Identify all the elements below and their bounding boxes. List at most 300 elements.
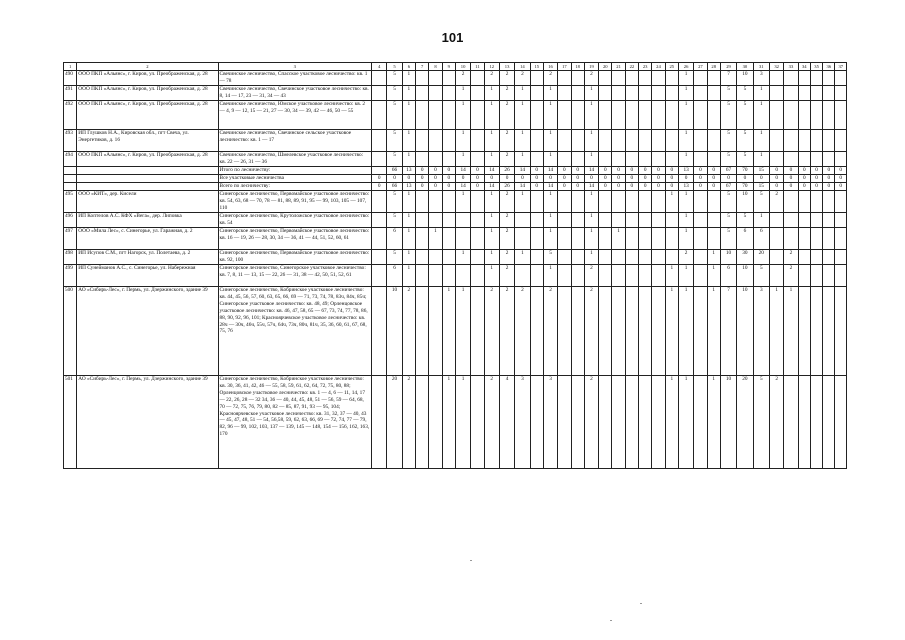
value-cell: [769, 152, 783, 167]
value-cell: [530, 265, 543, 287]
location-cell: Свечинское лесничество, Шмелевское участковое лесничество: кв. 22 — 26, 31 — 36: [218, 152, 372, 167]
value-cell: [515, 265, 530, 287]
value-cell: [571, 250, 584, 265]
value-cell: [694, 191, 707, 213]
location-cell: Синегорское лесничество, Синегорское участковое лесничество: кв. 7, 8, 11 — 13, 15 — 22, 26 — 31, 38 — 42, 50, 51, 52, 61: [218, 265, 372, 287]
column-number: 18: [571, 63, 584, 71]
column-number: 3: [218, 63, 372, 71]
location-cell: Синегорское лесничество, Крутоложское участковое лесничество: кв. 54: [218, 213, 372, 228]
value-cell: 1: [484, 228, 499, 250]
value-cell: [784, 86, 798, 101]
value-cell: 1: [678, 101, 693, 130]
column-number: 30: [737, 63, 753, 71]
value-cell: [823, 152, 835, 167]
value-cell: [558, 250, 571, 265]
value-cell: 0: [612, 167, 625, 175]
value-cell: [471, 376, 484, 469]
value-cell: [372, 265, 387, 287]
value-cell: 13: [402, 183, 415, 191]
value-cell: [612, 86, 625, 101]
value-cell: [639, 191, 652, 213]
value-cell: [784, 376, 798, 469]
value-cell: 1: [678, 152, 693, 167]
table-row: [64, 101, 847, 130]
value-cell: 5: [737, 152, 753, 167]
value-cell: [694, 376, 707, 469]
value-cell: 14: [515, 167, 530, 175]
value-cell: 0: [372, 175, 387, 183]
value-cell: 1: [678, 228, 693, 250]
value-cell: 5: [387, 213, 402, 228]
value-cell: 5: [720, 86, 736, 101]
value-cell: [429, 191, 442, 213]
value-cell: 0: [810, 183, 822, 191]
value-cell: [558, 265, 571, 287]
value-cell: 1: [515, 130, 530, 152]
value-cell: 1: [584, 86, 598, 101]
value-cell: 0: [584, 175, 598, 183]
value-cell: [835, 86, 847, 101]
value-cell: 1: [402, 250, 415, 265]
value-cell: [530, 376, 543, 469]
column-number: 21: [612, 63, 625, 71]
column-number: 24: [652, 63, 665, 71]
value-cell: [558, 101, 571, 130]
column-number-row: [64, 63, 847, 71]
value-cell: 1: [455, 101, 470, 130]
value-cell: [471, 191, 484, 213]
value-cell: [599, 213, 612, 228]
value-cell: 0: [798, 183, 810, 191]
value-cell: 15: [753, 183, 769, 191]
value-cell: 14: [515, 183, 530, 191]
value-cell: [429, 86, 442, 101]
value-cell: [571, 71, 584, 86]
value-cell: [599, 376, 612, 469]
value-cell: [416, 265, 429, 287]
value-cell: 26: [499, 183, 514, 191]
value-cell: [625, 101, 638, 130]
value-cell: [694, 86, 707, 101]
column-number: 34: [798, 63, 810, 71]
value-cell: 67: [720, 183, 736, 191]
value-cell: 5: [720, 130, 736, 152]
value-cell: [810, 86, 822, 101]
column-number: 5: [387, 63, 402, 71]
value-cell: [823, 376, 835, 469]
value-cell: 0: [471, 175, 484, 183]
value-cell: 1: [584, 250, 598, 265]
value-cell: [530, 101, 543, 130]
location-cell: Синегорское лесничество, Первомайское участковое лесничество: кв. 92, 100: [218, 250, 372, 265]
value-cell: [571, 213, 584, 228]
value-cell: [558, 71, 571, 86]
value-cell: [612, 130, 625, 152]
value-cell: [652, 130, 665, 152]
column-number: 23: [639, 63, 652, 71]
value-cell: 0: [625, 175, 638, 183]
value-cell: 5: [387, 86, 402, 101]
value-cell: 1: [455, 191, 470, 213]
value-cell: 5: [737, 213, 753, 228]
location-cell: Свечинское лесничество, Спасское участковое лесничество: кв. 1 — 78: [218, 71, 372, 86]
value-cell: 1: [543, 228, 557, 250]
value-cell: [652, 287, 665, 376]
column-number: 9: [442, 63, 455, 71]
value-cell: 1: [484, 130, 499, 152]
value-cell: [599, 265, 612, 287]
value-cell: 2: [484, 71, 499, 86]
value-cell: 1: [402, 213, 415, 228]
value-cell: 0: [823, 167, 835, 175]
value-cell: [784, 228, 798, 250]
value-cell: 1: [678, 287, 693, 376]
value-cell: 0: [558, 183, 571, 191]
value-cell: [471, 265, 484, 287]
value-cell: [707, 213, 720, 228]
value-cell: [823, 265, 835, 287]
value-cell: 67: [720, 167, 736, 175]
value-cell: 0: [530, 175, 543, 183]
value-cell: 0: [678, 175, 693, 183]
value-cell: 0: [416, 167, 429, 175]
value-cell: [835, 191, 847, 213]
value-cell: 2: [543, 287, 557, 376]
organization-cell: ООО «КИТ», дер. Кисели: [77, 191, 218, 213]
value-cell: [571, 228, 584, 250]
value-cell: 1: [402, 101, 415, 130]
total-label: Всего по лесничеству:: [218, 183, 372, 191]
value-cell: 1: [429, 228, 442, 250]
value-cell: [372, 191, 387, 213]
value-cell: [599, 86, 612, 101]
value-cell: 1: [784, 287, 798, 376]
value-cell: 1: [678, 191, 693, 213]
value-cell: 5: [753, 265, 769, 287]
value-cell: 2: [499, 191, 514, 213]
value-cell: [798, 376, 810, 469]
value-cell: [810, 101, 822, 130]
value-cell: 5: [543, 250, 557, 265]
value-cell: [707, 130, 720, 152]
value-cell: 0: [416, 183, 429, 191]
value-cell: [625, 191, 638, 213]
value-cell: [823, 250, 835, 265]
value-cell: [652, 228, 665, 250]
value-cell: [612, 191, 625, 213]
value-cell: 0: [442, 175, 455, 183]
column-number: 31: [753, 63, 769, 71]
value-cell: 0: [665, 175, 678, 183]
value-cell: 2: [784, 265, 798, 287]
value-cell: [652, 191, 665, 213]
value-cell: [625, 287, 638, 376]
value-cell: [599, 130, 612, 152]
organization-cell: ООО ПКП «Альянс», г. Киров, ул. Преображенская, д. 28: [77, 152, 218, 167]
value-cell: [810, 250, 822, 265]
value-cell: [823, 101, 835, 130]
value-cell: 5: [737, 130, 753, 152]
value-cell: 5: [720, 191, 736, 213]
value-cell: [694, 287, 707, 376]
value-cell: 5: [720, 152, 736, 167]
value-cell: [599, 191, 612, 213]
table-row: [64, 71, 847, 86]
value-cell: 5: [753, 376, 769, 469]
value-cell: 0: [543, 175, 557, 183]
value-cell: [810, 130, 822, 152]
value-cell: 0: [530, 167, 543, 175]
value-cell: 1: [484, 86, 499, 101]
value-cell: [599, 228, 612, 250]
value-cell: 0: [784, 183, 798, 191]
column-number: 14: [515, 63, 530, 71]
value-cell: [416, 191, 429, 213]
value-cell: 2: [543, 71, 557, 86]
value-cell: [694, 71, 707, 86]
value-cell: [810, 228, 822, 250]
scan-speck: [640, 603, 642, 604]
value-cell: [625, 86, 638, 101]
value-cell: 13: [678, 183, 693, 191]
table-row: [64, 191, 847, 213]
value-cell: 14: [584, 167, 598, 175]
value-cell: 1: [665, 265, 678, 287]
value-cell: 10: [720, 250, 736, 265]
location-cell: Свечинское лесничество, Юмское участковое лесничество: кв. 2 — 4, 9 — 12, 15 — 21, 27 — 30, 34 — 39, 42 — 46, 50 — 55: [218, 101, 372, 130]
value-cell: [769, 250, 783, 265]
value-cell: 14: [543, 183, 557, 191]
column-number: 20: [599, 63, 612, 71]
value-cell: [835, 265, 847, 287]
value-cell: [442, 86, 455, 101]
value-cell: [823, 191, 835, 213]
organization-cell: ИП Сунейманов А.С., с. Синегорье, ул. Набережная: [77, 265, 218, 287]
value-cell: [442, 130, 455, 152]
value-cell: 0: [558, 175, 571, 183]
value-cell: [442, 213, 455, 228]
column-number: 2: [77, 63, 218, 71]
value-cell: 1: [665, 376, 678, 469]
value-cell: 1: [769, 287, 783, 376]
column-number: 27: [694, 63, 707, 71]
organization-cell: АО «Сибирь-Лес», г. Пермь, ул. Дзержинского, здание 39: [77, 287, 218, 376]
value-cell: [416, 86, 429, 101]
value-cell: 2: [499, 250, 514, 265]
column-number: 29: [720, 63, 736, 71]
column-number: 7: [416, 63, 429, 71]
value-cell: [612, 376, 625, 469]
value-cell: [625, 71, 638, 86]
value-cell: [694, 228, 707, 250]
value-cell: [625, 376, 638, 469]
row-number: 493: [64, 130, 77, 152]
value-cell: 0: [652, 183, 665, 191]
value-cell: [558, 287, 571, 376]
row-number: [64, 167, 77, 175]
value-cell: 0: [387, 175, 402, 183]
value-cell: [515, 228, 530, 250]
value-cell: [694, 213, 707, 228]
column-number: 32: [769, 63, 783, 71]
value-cell: 10: [387, 287, 402, 376]
row-number: 501: [64, 376, 77, 469]
value-cell: [530, 213, 543, 228]
value-cell: 7: [720, 287, 736, 376]
value-cell: 3: [753, 71, 769, 86]
value-cell: 0: [571, 183, 584, 191]
value-cell: 1: [543, 130, 557, 152]
value-cell: [372, 287, 387, 376]
value-cell: [835, 71, 847, 86]
value-cell: 14: [584, 183, 598, 191]
row-number: 497: [64, 228, 77, 250]
value-cell: [665, 152, 678, 167]
value-cell: 1: [515, 152, 530, 167]
value-cell: 1: [678, 130, 693, 152]
value-cell: [471, 130, 484, 152]
value-cell: 14: [455, 183, 470, 191]
value-cell: [769, 101, 783, 130]
value-cell: 14: [455, 167, 470, 175]
value-cell: 0: [694, 175, 707, 183]
value-cell: [530, 250, 543, 265]
value-cell: [571, 152, 584, 167]
value-cell: 2: [499, 228, 514, 250]
location-cell: Синегорское лесничество, Первомайское участковое лесничество: кв. 16 — 19, 26 — 28, 30, 34 — 36, 41 — 44, 51, 52, 60, 61: [218, 228, 372, 250]
value-cell: [571, 376, 584, 469]
value-cell: [471, 152, 484, 167]
value-cell: [798, 101, 810, 130]
value-cell: [639, 250, 652, 265]
value-cell: [416, 376, 429, 469]
value-cell: 2: [402, 287, 415, 376]
value-cell: 70: [737, 183, 753, 191]
value-cell: 1: [543, 152, 557, 167]
value-cell: 1: [484, 152, 499, 167]
row-number: 491: [64, 86, 77, 101]
value-cell: 1: [707, 287, 720, 376]
value-cell: [429, 250, 442, 265]
value-cell: [530, 152, 543, 167]
value-cell: 2: [499, 287, 514, 376]
value-cell: [665, 130, 678, 152]
value-cell: [665, 250, 678, 265]
column-number: 4: [372, 63, 387, 71]
value-cell: 66: [387, 167, 402, 175]
column-number: 28: [707, 63, 720, 71]
value-cell: [784, 152, 798, 167]
value-cell: [612, 101, 625, 130]
value-cell: [823, 130, 835, 152]
value-cell: 2: [584, 287, 598, 376]
value-cell: 13: [402, 167, 415, 175]
value-cell: [665, 86, 678, 101]
value-cell: [530, 228, 543, 250]
value-cell: 6: [720, 265, 736, 287]
value-cell: 1: [515, 250, 530, 265]
value-cell: [810, 191, 822, 213]
value-cell: [639, 130, 652, 152]
value-cell: [707, 101, 720, 130]
value-cell: 2: [484, 287, 499, 376]
organization-cell: ИП Коптелов А.С. КФХ «Вега», дер. Липовка: [77, 213, 218, 228]
value-cell: 1: [455, 130, 470, 152]
value-cell: 66: [387, 183, 402, 191]
value-cell: [571, 86, 584, 101]
value-cell: 5: [737, 86, 753, 101]
organization-cell: ИП Глушков Н.А., Кировская обл., пгт Свеча, ул. Энергетиков, д. 16: [77, 130, 218, 152]
value-cell: [372, 250, 387, 265]
value-cell: [784, 191, 798, 213]
value-cell: [416, 71, 429, 86]
value-cell: 1: [707, 250, 720, 265]
value-cell: 1: [484, 213, 499, 228]
value-cell: [707, 71, 720, 86]
value-cell: [372, 376, 387, 469]
value-cell: 1: [584, 130, 598, 152]
value-cell: [558, 228, 571, 250]
value-cell: [599, 287, 612, 376]
value-cell: 0: [652, 167, 665, 175]
value-cell: 0: [639, 175, 652, 183]
location-cell: Свечинское лесничество, Свечинское участковое лесничество: кв. 8, 14 — 17, 23 — 31, 34 — 43: [218, 86, 372, 101]
value-cell: [372, 152, 387, 167]
value-cell: 0: [612, 175, 625, 183]
value-cell: [694, 130, 707, 152]
value-cell: 1: [678, 213, 693, 228]
column-number: 15: [530, 63, 543, 71]
value-cell: [639, 228, 652, 250]
value-cell: 20: [753, 250, 769, 265]
value-cell: 5: [387, 250, 402, 265]
value-cell: 0: [694, 183, 707, 191]
value-cell: 1: [707, 376, 720, 469]
value-cell: 0: [599, 167, 612, 175]
value-cell: 2: [515, 287, 530, 376]
table-row: [64, 265, 847, 287]
value-cell: [429, 71, 442, 86]
column-number: 35: [810, 63, 822, 71]
column-number: 10: [455, 63, 470, 71]
value-cell: 0: [625, 183, 638, 191]
value-cell: 0: [515, 175, 530, 183]
value-cell: 1: [455, 287, 470, 376]
value-cell: 1: [665, 191, 678, 213]
value-cell: 14: [484, 167, 499, 175]
value-cell: [416, 287, 429, 376]
column-number: 12: [484, 63, 499, 71]
value-cell: [665, 71, 678, 86]
value-cell: 26: [499, 167, 514, 175]
value-cell: 0: [835, 167, 847, 175]
value-cell: [652, 376, 665, 469]
column-number: 17: [558, 63, 571, 71]
value-cell: [835, 130, 847, 152]
value-cell: [810, 376, 822, 469]
value-cell: 1: [678, 86, 693, 101]
value-cell: 0: [810, 175, 822, 183]
value-cell: [784, 71, 798, 86]
total-row: [64, 167, 847, 175]
value-cell: 0: [471, 183, 484, 191]
value-cell: [665, 228, 678, 250]
table-row: [64, 152, 847, 167]
value-cell: 1: [455, 152, 470, 167]
value-cell: [639, 71, 652, 86]
value-cell: 1: [442, 376, 455, 469]
column-number: 16: [543, 63, 557, 71]
